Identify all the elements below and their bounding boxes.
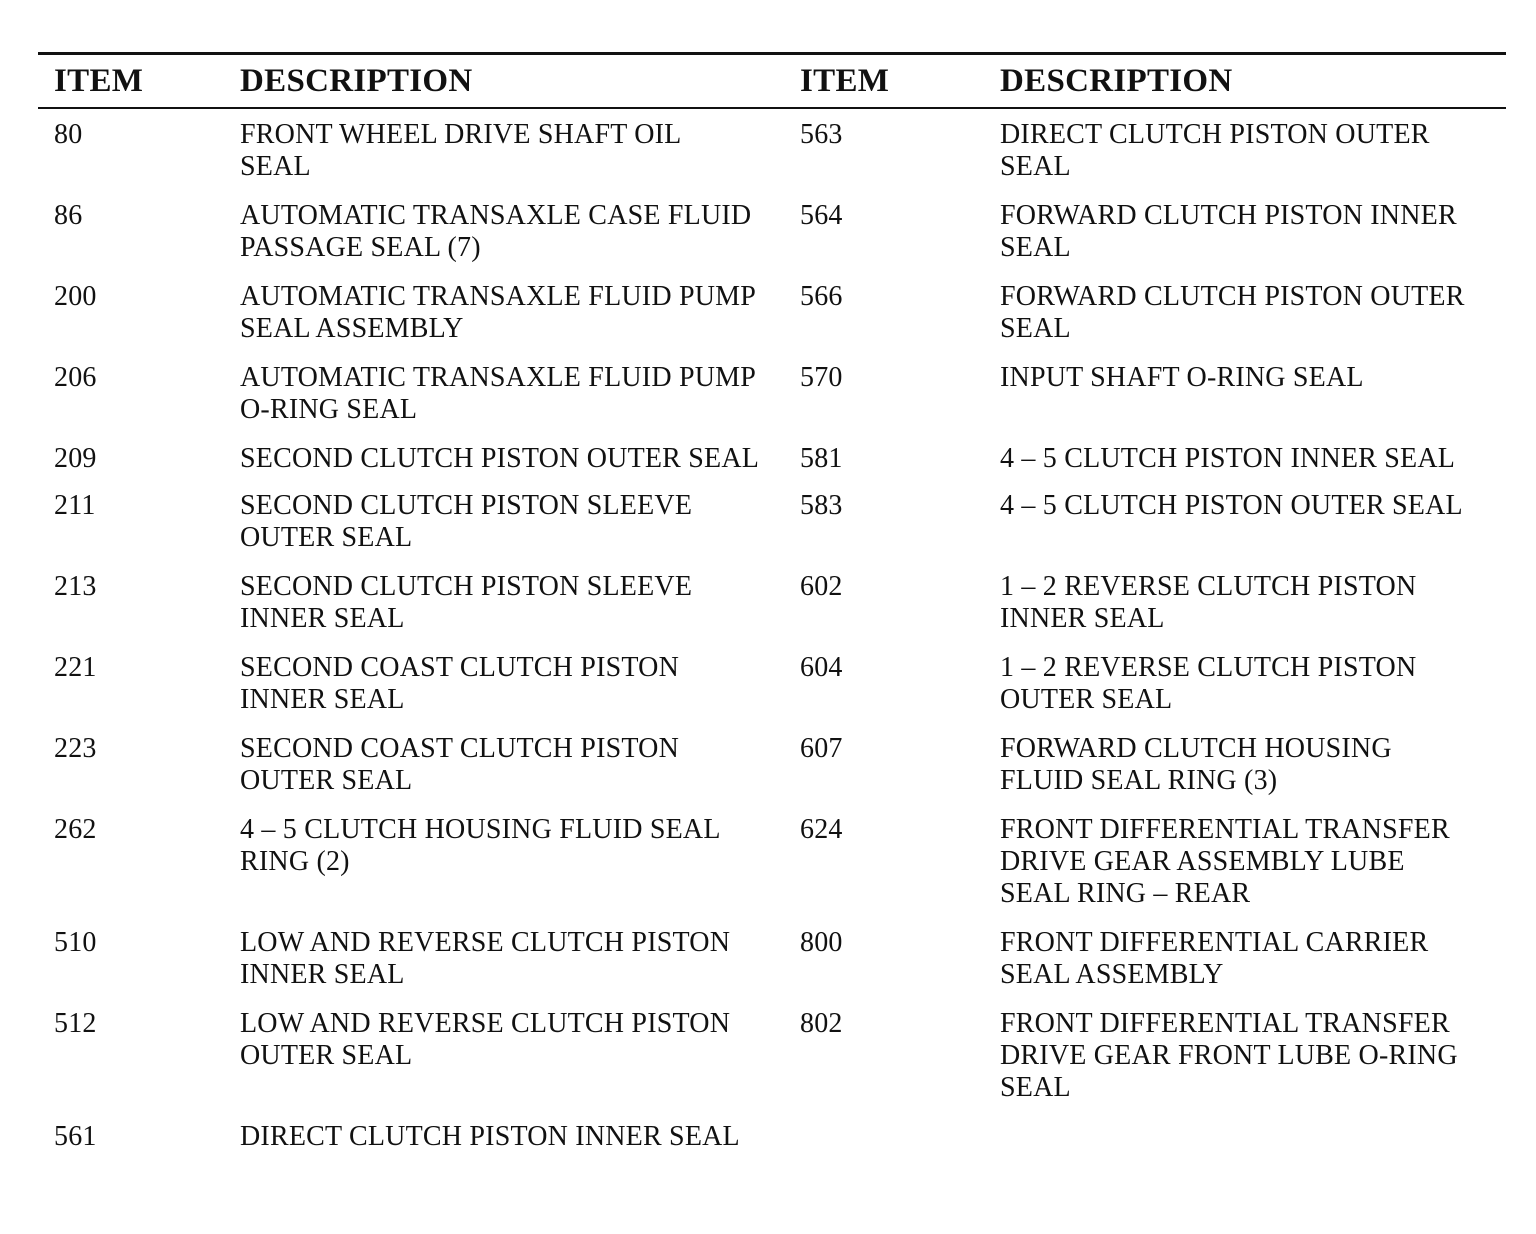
item-description-left: LOW AND REVERSE CLUTCH PISTON INNER SEAL [240, 927, 731, 990]
table-row [38, 571, 1506, 635]
table-row [38, 490, 1506, 554]
item-number-left: 262 [54, 814, 97, 845]
item-number-right: 570 [800, 362, 843, 393]
table-row [38, 1121, 1506, 1153]
item-number-left: 209 [54, 443, 97, 474]
item-description-left: SECOND CLUTCH PISTON SLEEVE INNER SEAL [240, 571, 693, 634]
header-rule [38, 107, 1506, 109]
item-number-left: 510 [54, 927, 97, 958]
item-description-right: FRONT DIFFERENTIAL TRANSFER DRIVE GEAR FRONT LUBE O-RING SEAL [1000, 1008, 1458, 1103]
item-description-left: SECOND CLUTCH PISTON SLEEVE OUTER SEAL [240, 490, 693, 553]
item-number-right: 607 [800, 733, 843, 764]
item-number-right: 583 [800, 490, 843, 521]
item-number-left: 213 [54, 571, 97, 602]
item-number-right: 602 [800, 571, 843, 602]
table-row [38, 814, 1506, 910]
item-description-left: SECOND COAST CLUTCH PISTON INNER SEAL [240, 652, 680, 715]
item-description-left: 4 – 5 CLUTCH HOUSING FLUID SEAL RING (2) [240, 814, 721, 877]
item-description-right: FORWARD CLUTCH PISTON OUTER SEAL [1000, 281, 1465, 344]
item-number-left: 221 [54, 652, 97, 683]
item-description-left: SECOND COAST CLUTCH PISTON OUTER SEAL [240, 733, 680, 796]
table-row [38, 927, 1506, 991]
item-description-right: FRONT DIFFERENTIAL TRANSFER DRIVE GEAR ASSEMBLY LUBE SEAL RING – REAR [1000, 814, 1450, 909]
item-number-left: 200 [54, 281, 97, 312]
item-description-right [1000, 1121, 1506, 1153]
item-number-right: 566 [800, 281, 843, 312]
item-description-right: DIRECT CLUTCH PISTON OUTER SEAL [1000, 119, 1430, 182]
item-description-left: DIRECT CLUTCH PISTON INNER SEAL [240, 1121, 740, 1152]
item-description-left: SECOND CLUTCH PISTON OUTER SEAL [240, 443, 760, 474]
item-number-right: 802 [800, 1008, 843, 1039]
header-item-left: ITEM [54, 62, 144, 99]
item-number-right [800, 1121, 1000, 1153]
header-item-right: ITEM [800, 62, 890, 99]
item-description-right: FORWARD CLUTCH HOUSING FLUID SEAL RING (3) [1000, 733, 1392, 796]
item-number-right: 581 [800, 443, 843, 474]
table-row [38, 1008, 1506, 1104]
item-number-left: 206 [54, 362, 97, 393]
table-row [38, 281, 1506, 345]
item-description-left: LOW AND REVERSE CLUTCH PISTON OUTER SEAL [240, 1008, 731, 1071]
item-number-left: 561 [54, 1121, 97, 1152]
table-row [38, 119, 1506, 183]
item-description-left: AUTOMATIC TRANSAXLE FLUID PUMP SEAL ASSEMBLY [240, 281, 757, 344]
item-number-right: 624 [800, 814, 843, 845]
item-description-right: INPUT SHAFT O-RING SEAL [1000, 362, 1364, 393]
table-row [38, 200, 1506, 264]
table-header [38, 55, 1506, 107]
header-description-left: DESCRIPTION [240, 62, 473, 99]
table-body [38, 119, 1506, 1153]
item-number-left: 512 [54, 1008, 97, 1039]
parts-legend-table [38, 52, 1506, 1153]
item-number-left: 86 [54, 200, 83, 231]
item-description-left: AUTOMATIC TRANSAXLE CASE FLUID PASSAGE SEAL (7) [240, 200, 752, 263]
header-description-right: DESCRIPTION [1000, 62, 1233, 99]
item-number-right: 564 [800, 200, 843, 231]
item-description-left: FRONT WHEEL DRIVE SHAFT OIL SEAL [240, 119, 682, 182]
table-row [38, 733, 1506, 797]
item-description-right: FORWARD CLUTCH PISTON INNER SEAL [1000, 200, 1457, 263]
item-number-left: 80 [54, 119, 83, 150]
item-description-right: 1 – 2 REVERSE CLUTCH PISTON INNER SEAL [1000, 571, 1417, 634]
item-description-right: 4 – 5 CLUTCH PISTON OUTER SEAL [1000, 490, 1463, 521]
table-row [38, 362, 1506, 426]
item-description-right: 4 – 5 CLUTCH PISTON INNER SEAL [1000, 443, 1456, 474]
item-number-right: 563 [800, 119, 843, 150]
item-description-right: 1 – 2 REVERSE CLUTCH PISTON OUTER SEAL [1000, 652, 1417, 715]
item-number-left: 211 [54, 490, 96, 521]
item-number-left: 223 [54, 733, 97, 764]
item-description-left: AUTOMATIC TRANSAXLE FLUID PUMP O-RING SEAL [240, 362, 757, 425]
item-number-right: 604 [800, 652, 843, 683]
item-description-right: FRONT DIFFERENTIAL CARRIER SEAL ASSEMBLY [1000, 927, 1429, 990]
table-row [38, 652, 1506, 716]
table-row [38, 443, 1506, 475]
item-number-right: 800 [800, 927, 843, 958]
